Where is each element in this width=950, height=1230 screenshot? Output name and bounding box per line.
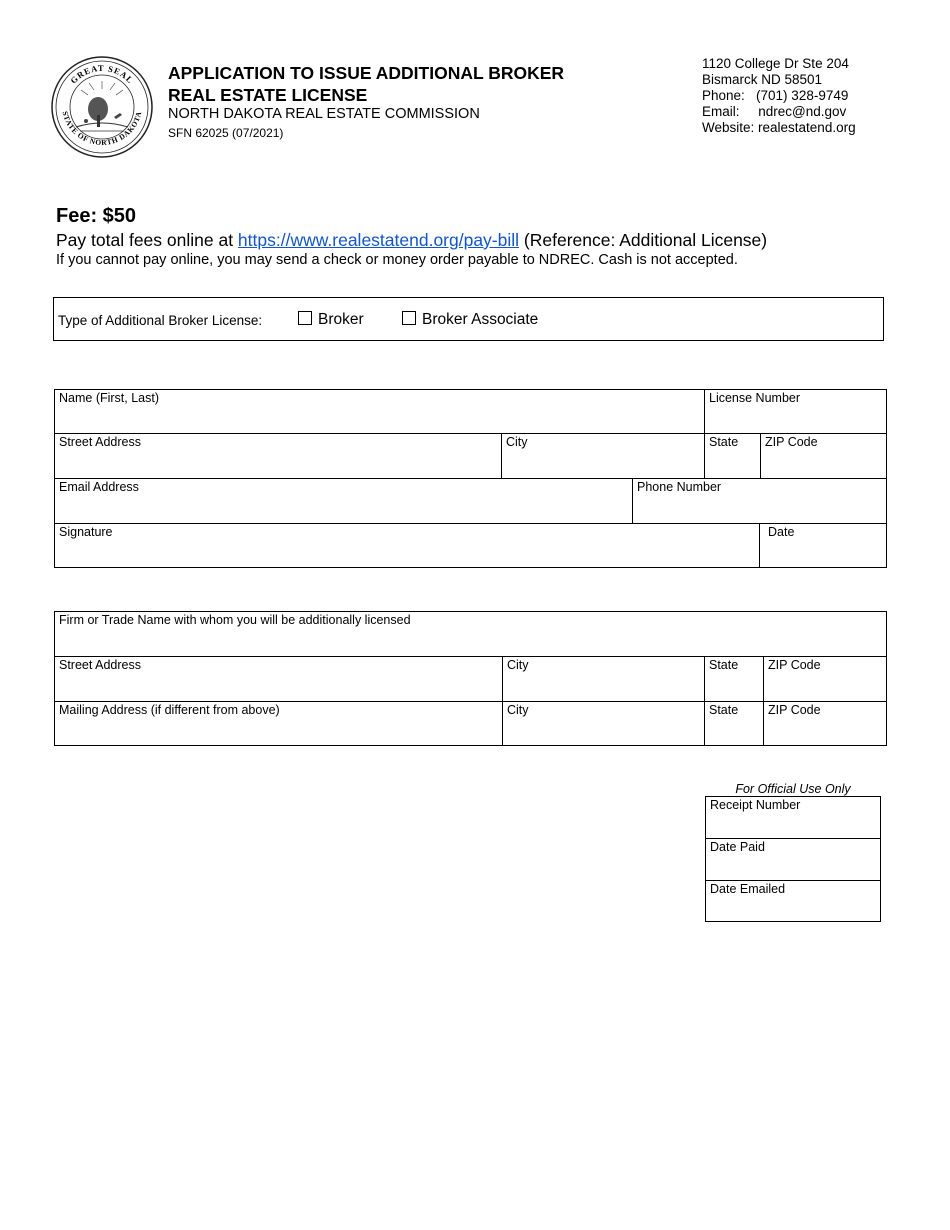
license-number-label: License Number — [709, 391, 801, 405]
pay-reference: (Reference: Additional License) — [523, 230, 768, 250]
mailing-zip-label: ZIP Code — [768, 703, 821, 717]
mailing-address-label: Mailing Address (if different from above) — [59, 703, 280, 717]
contact-email: Email: ndrec@nd.gov — [702, 104, 847, 119]
seal-top-text: GREAT SEAL — [68, 62, 136, 86]
receipt-number-label: Receipt Number — [710, 798, 801, 812]
firm-name-field[interactable] — [54, 611, 887, 656]
mailing-zip-field[interactable] — [763, 701, 887, 746]
official-use-box — [705, 796, 881, 922]
applicant-name-label: Name (First, Last) — [59, 391, 160, 405]
signature-date-label: Date — [768, 525, 795, 539]
signature-label: Signature — [59, 525, 113, 539]
applicant-phone-field[interactable] — [632, 478, 886, 523]
applicant-state-label: State — [709, 435, 739, 449]
firm-zip-field[interactable] — [763, 656, 887, 701]
firm-city-field[interactable] — [502, 656, 705, 701]
broker-associate-option-label: Broker Associate — [422, 311, 539, 328]
mailing-state-label: State — [709, 703, 739, 717]
broker-associate-checkbox[interactable] — [402, 311, 416, 325]
pay-bill-link[interactable]: https://www.realestatend.org/pay-bill — [237, 230, 520, 250]
firm-street-label: Street Address — [59, 658, 141, 672]
firm-state-label: State — [709, 658, 739, 672]
contact-address1: 1120 College Dr Ste 204 — [702, 56, 849, 71]
form-title — [168, 62, 564, 106]
applicant-state-field[interactable] — [704, 433, 761, 478]
official-use-heading: For Official Use Only — [735, 782, 851, 796]
date-emailed-field — [706, 881, 880, 923]
form-title-line1: APPLICATION TO ISSUE ADDITIONAL BROKER — [168, 63, 565, 83]
alternate-payment-note: If you cannot pay online, you may send a check or money order payable to NDREC. Cash is not accepted. — [56, 252, 738, 268]
applicant-phone-label: Phone Number — [637, 480, 722, 494]
form-title-line2: REAL ESTATE LICENSE — [168, 85, 368, 105]
mailing-city-field[interactable] — [502, 701, 705, 746]
receipt-number-field — [706, 797, 880, 839]
applicant-email-label: Email Address — [59, 480, 139, 494]
applicant-city-field[interactable] — [501, 433, 705, 478]
date-paid-label: Date Paid — [710, 840, 765, 854]
broker-option-label: Broker — [318, 311, 364, 328]
mailing-state-field[interactable] — [704, 701, 764, 746]
signature-date-field[interactable] — [759, 523, 886, 568]
seal-bottom-text: STATE OF NORTH DAKOTA — [60, 110, 144, 148]
date-emailed-label: Date Emailed — [710, 882, 786, 896]
applicant-city-label: City — [506, 435, 528, 449]
contact-phone: Phone: (701) 328-9749 — [702, 88, 849, 103]
mailing-address-field[interactable] — [54, 701, 503, 746]
applicant-name-field[interactable] — [54, 389, 705, 434]
firm-name-label: Firm or Trade Name with whom you will be additionally licensed — [59, 613, 411, 627]
firm-street-field[interactable] — [54, 656, 503, 701]
contact-website: Website: realestatend.org — [702, 120, 856, 135]
agency-name: NORTH DAKOTA REAL ESTATE COMMISSION — [168, 106, 480, 122]
applicant-email-field[interactable] — [54, 478, 633, 523]
contact-block — [702, 56, 856, 136]
firm-city-label: City — [507, 658, 529, 672]
license-number-field[interactable] — [704, 389, 886, 434]
broker-associate-option[interactable] — [402, 311, 538, 329]
applicant-street-field[interactable] — [54, 433, 502, 478]
license-type-label: Type of Additional Broker License: — [58, 313, 263, 328]
applicant-street-label: Street Address — [59, 435, 141, 449]
date-paid-field — [706, 839, 880, 881]
applicant-zip-label: ZIP Code — [765, 435, 818, 449]
state-seal-icon — [50, 55, 154, 159]
pay-prefix: Pay total fees online at — [56, 230, 238, 250]
firm-state-field[interactable] — [704, 656, 764, 701]
contact-address2: Bismarck ND 58501 — [702, 72, 823, 87]
mailing-city-label: City — [507, 703, 529, 717]
form-number: SFN 62025 (07/2021) — [168, 126, 284, 140]
fee-label: Fee: $50 — [56, 205, 137, 227]
applicant-zip-field[interactable] — [760, 433, 886, 478]
pay-online-line — [56, 230, 767, 251]
firm-zip-label: ZIP Code — [768, 658, 821, 672]
broker-option[interactable] — [298, 311, 364, 329]
broker-checkbox[interactable] — [298, 311, 312, 325]
signature-field[interactable] — [54, 523, 760, 568]
